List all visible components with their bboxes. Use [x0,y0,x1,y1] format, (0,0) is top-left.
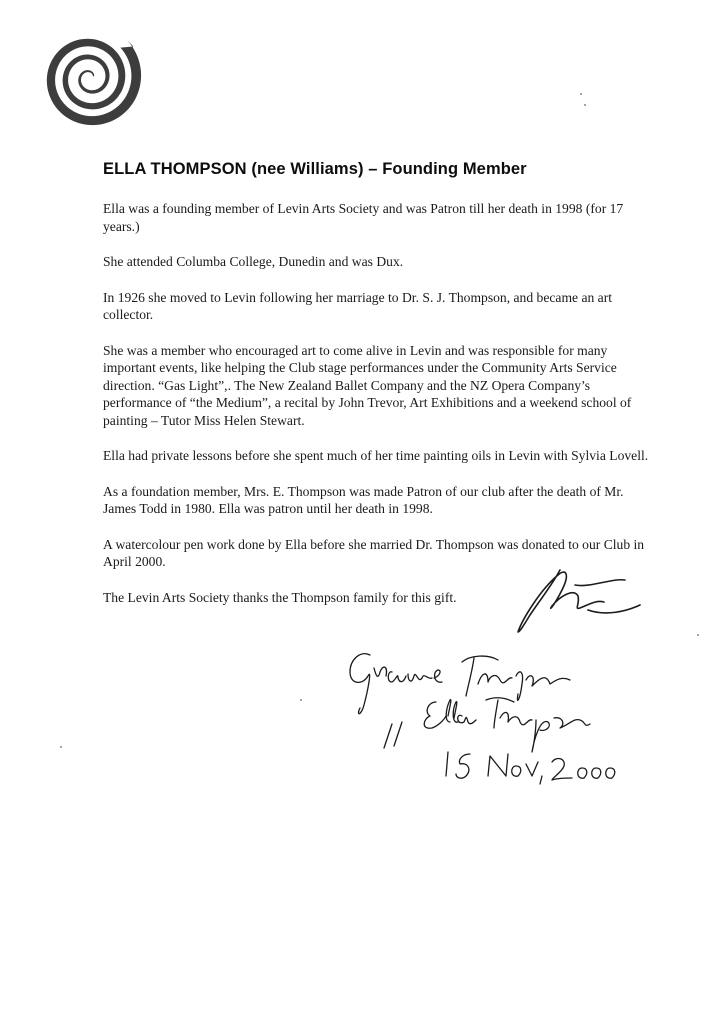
spiral-logo-icon [38,26,146,134]
document-body [103,200,653,624]
scan-speck [60,746,62,748]
paragraph-founding: Ella was a founding member of Levin Arts Society and was Patron till her death in 1998 (for 17 years.) [103,201,624,234]
scan-speck [697,634,699,636]
scan-speck [580,93,582,95]
paragraph-thanks: The Levin Arts Society thanks the Thompson family for this gift. [103,589,457,605]
scan-speck [584,104,586,106]
handwriting-line-2 [384,698,590,752]
paragraph-patron: As a foundation member, Mrs. E. Thompson was made Patron of our club after the death of Mr. James Todd in 1980. Ella was patron until her death in 1998. [103,483,624,516]
scan-speck [300,699,302,701]
paragraph-college: She attended Columba College, Dunedin and was Dux. [103,254,404,269]
paragraph-donation: A watercolour pen work done by Ella before she married Dr. Thompson was donated to our Club in April 2000. [103,536,645,569]
paragraph-marriage: In 1926 she moved to Levin following her marriage to Dr. S. J. Thompson, and became an art collector. [103,289,613,322]
handwriting-line-1 [350,654,570,714]
paragraph-lessons: Ella had private lessons before she spent much of her time painting oils in Levin with Sylvia Lovell. [103,448,649,463]
document-title: ELLA THOMPSON (nee Williams) – Founding Member [103,160,527,178]
handwriting-date [446,752,615,784]
paragraph-events: She was a member who encouraged art to come alive in Levin and was responsible for many important events, like helping the Club stage performances under the Community Arts Service direction. “Gas Light”,. The New Zealand Ballet Company and the NZ Opera Company’s performance of “the Medium”, a recital by John Trevor, Art Exhibitions and a weekend school of painting – Tutor Miss Helen Stewart. [103,342,632,428]
